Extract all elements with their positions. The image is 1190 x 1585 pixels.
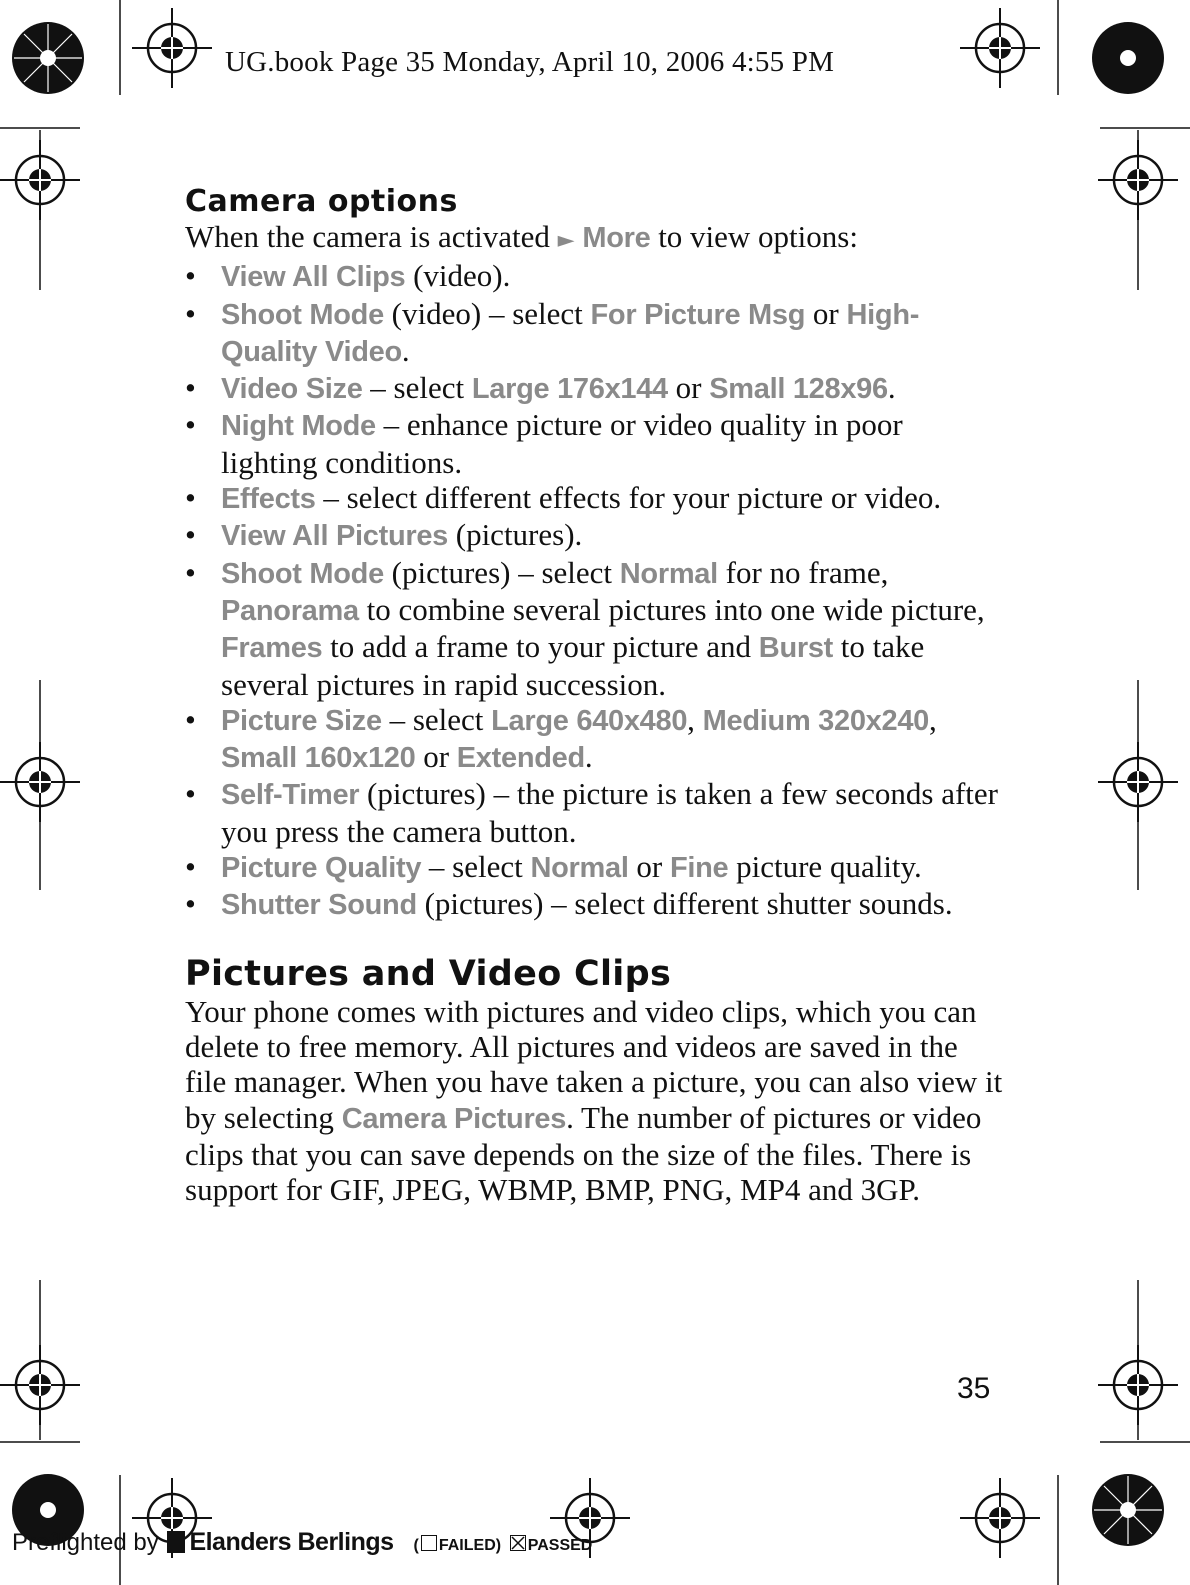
text-run: (pictures). — [448, 517, 583, 553]
preflight-label: Preflighted by — [12, 1529, 159, 1556]
text-run: , — [929, 701, 937, 737]
more-key: More — [582, 222, 651, 254]
text-run: or — [667, 370, 710, 406]
text-run: for no frame, — [717, 554, 889, 590]
passed-checkbox-icon — [510, 1535, 526, 1551]
intro-text-after: to view options: — [650, 219, 858, 254]
menu-option-term: Panorama — [221, 594, 359, 627]
text-run: (video). — [405, 258, 511, 294]
list-item — [185, 517, 1005, 554]
menu-option-term: For Picture Msg — [590, 298, 806, 331]
menu-option-term: Shoot Mode — [221, 298, 384, 331]
menu-option-term: Small 160x120 — [221, 742, 416, 775]
text-run: – select different effects for your picture or video. — [315, 480, 942, 516]
preflight-stamp: Preflighted by Elanders Berlings ( FAILED) PASSED — [12, 1528, 593, 1556]
list-item — [185, 886, 1005, 923]
menu-option-term: View All Clips — [221, 261, 406, 294]
camera-options-intro — [185, 219, 1005, 258]
list-item — [185, 258, 1005, 295]
page-number: 35 — [957, 1372, 991, 1405]
menu-option-term: Picture Quality — [221, 852, 422, 885]
menu-option-term: Normal — [619, 557, 718, 590]
menu-option-term: Picture Size — [221, 704, 382, 737]
text-run: (video) – select — [383, 295, 591, 331]
intro-text-before: When the camera is activated — [185, 219, 558, 254]
camera-options-heading: Camera options — [185, 184, 458, 219]
list-item — [185, 480, 1005, 517]
menu-option-term: Burst — [758, 632, 834, 665]
brand-logo-icon — [167, 1531, 185, 1553]
text-run: Your phone comes with pictures and video clips, which you can delete to free memory. All pictures and videos are saved in the file manager. When you have taken a picture, you can also view it by selecting — [185, 993, 1003, 1135]
menu-option-term: Video Size — [221, 373, 363, 406]
failed-label: FAILED — [438, 1537, 496, 1554]
pictures-paragraph — [185, 994, 1005, 1208]
preflight-brand: Elanders Berlings — [189, 1528, 394, 1556]
text-run: or — [415, 739, 457, 775]
menu-option-term: Night Mode — [221, 410, 376, 443]
list-item — [185, 849, 1005, 886]
menu-option-term: View All Pictures — [221, 520, 448, 553]
failed-checkbox-icon — [421, 1535, 437, 1551]
text-run: (pictures) – select different shutter sounds. — [416, 886, 953, 922]
list-item — [185, 407, 1005, 480]
text-run: – select — [362, 370, 472, 406]
menu-option-term: Self-Timer — [221, 779, 360, 812]
menu-option-term: Extended — [456, 742, 585, 775]
menu-option-term: Camera Pictures — [341, 1102, 567, 1135]
text-run: or — [628, 849, 670, 885]
menu-option-term: Small 128x96 — [709, 373, 888, 406]
text-run: , — [687, 701, 703, 737]
menu-option-term: Large 176x144 — [471, 373, 668, 406]
text-run: or — [805, 295, 847, 331]
menu-option-term: Fine — [669, 852, 729, 885]
text-run: picture quality. — [728, 849, 922, 885]
arrow-right-icon: ► — [557, 228, 575, 253]
text-run: to combine several pictures into one wide picture, — [358, 591, 985, 627]
text-run: (pictures) – the picture is taken a few seconds after you press the camera button. — [221, 776, 998, 849]
text-run: . The number of pictures or video clips that you can save depends on the size of the files. There is support for GIF, JPEG, WBMP, BMP, PNG, MP4 and 3GP. — [185, 1099, 982, 1208]
camera-options-list — [185, 258, 1005, 923]
list-item — [185, 776, 1005, 849]
text-run: . — [584, 739, 593, 775]
page-content — [185, 185, 1005, 1207]
text-run: (pictures) – select — [383, 554, 620, 590]
pictures-heading: Pictures and Video Clips — [185, 953, 672, 994]
text-run: . — [401, 332, 410, 368]
text-run: – select — [421, 849, 531, 885]
menu-option-term: High-Quality Video — [221, 298, 920, 368]
menu-option-term: Medium 320x240 — [702, 704, 929, 737]
print-header: UG.book Page 35 Monday, April 10, 2006 4:55 PM — [225, 46, 835, 78]
list-item — [185, 370, 1005, 407]
text-run: to add a frame to your picture and — [322, 629, 759, 665]
list-item — [185, 702, 1005, 777]
list-item — [185, 296, 1005, 371]
text-run: – enhance picture or video quality in poor lighting conditions. — [221, 407, 903, 480]
menu-option-term: Shoot Mode — [221, 557, 384, 590]
menu-option-term: Frames — [221, 632, 323, 665]
text-run: . — [887, 370, 896, 406]
list-item — [185, 555, 1005, 702]
passed-label: PASSED — [527, 1537, 593, 1554]
menu-option-term: Effects — [221, 483, 316, 516]
text-run: – select — [381, 701, 492, 737]
text-run: to take several pictures in rapid succession. — [221, 629, 925, 702]
menu-option-term: Shutter Sound — [221, 889, 417, 922]
menu-option-term: Large 640x480 — [491, 704, 688, 737]
menu-option-term: Normal — [530, 852, 629, 885]
